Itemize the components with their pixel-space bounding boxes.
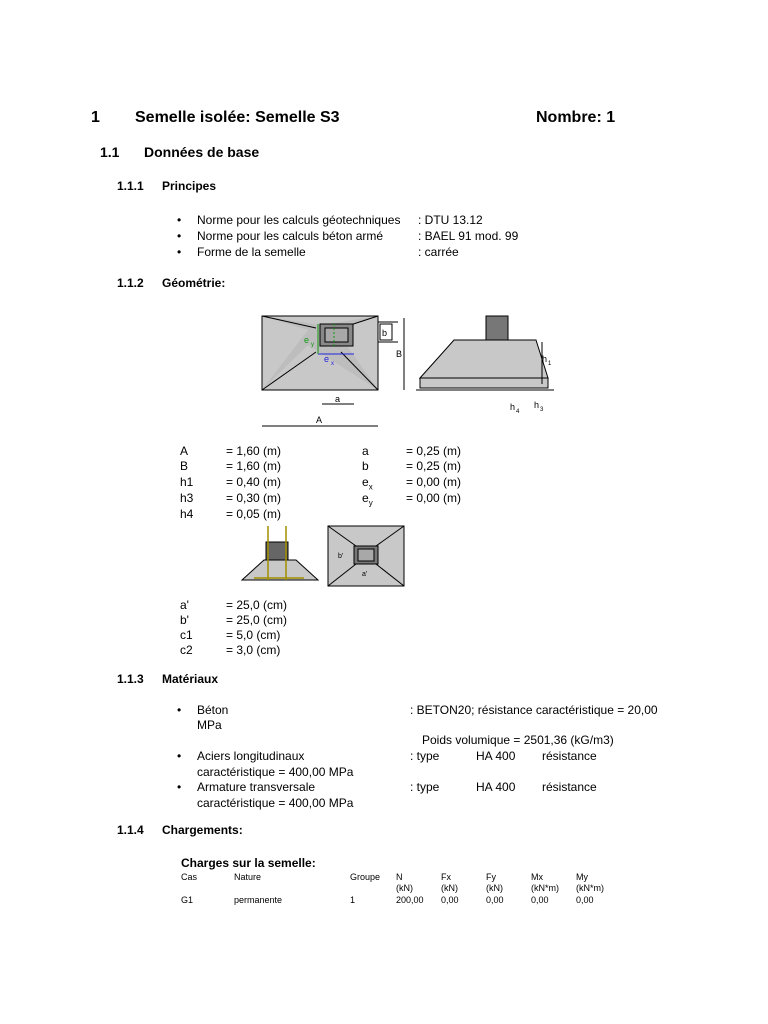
heading-title: Semelle isolée: Semelle S3 xyxy=(135,109,340,126)
loads-table-title: Charges sur la semelle: xyxy=(181,856,316,870)
col-key-b-prime: b' xyxy=(180,613,189,627)
armature-type: : type xyxy=(410,780,440,794)
geom-key-a: a xyxy=(362,444,369,458)
heading-count: Nombre: 1 xyxy=(536,109,616,126)
column-plan-diagram xyxy=(326,524,406,588)
geom-val-a: = 0,25 (m) xyxy=(406,444,462,458)
table-row-fx: 0,00 xyxy=(441,895,459,905)
table-row-n: 200,00 xyxy=(396,895,424,905)
aciers-resistance: résistance xyxy=(542,749,597,763)
th-groupe: Groupe xyxy=(350,872,381,882)
armature-label-cont: caractéristique = 400,00 MPa xyxy=(197,796,354,810)
th-cas: Cas xyxy=(181,872,198,882)
geom-key-ey: $e_y$ xyxy=(362,491,373,508)
beton-label: • Béton xyxy=(197,702,228,718)
geom-val-b: = 0,25 (m) xyxy=(406,459,462,473)
armature-grade: HA 400 xyxy=(476,780,516,794)
unit-fy: (kN) xyxy=(486,883,503,893)
th-fx: Fx xyxy=(441,872,451,882)
beton-value: : BETON20; résistance caractéristique = 20,00 xyxy=(410,703,658,717)
geom-key-A: A xyxy=(180,444,189,458)
armature-label: • Armature transversale xyxy=(197,779,315,795)
table-row-groupe: 1 xyxy=(350,895,356,905)
section-1-1-1-number: 1.1.1 xyxy=(117,179,144,193)
geom-key-b: b xyxy=(362,459,369,473)
geom-val-B: = 1,60 (m) xyxy=(226,459,282,473)
principle-label-2: • Norme pour les calculs béton armé xyxy=(197,228,383,244)
poids-volumique: Poids volumique = 2501,36 (kG/m3) xyxy=(422,733,614,747)
col-key-c1: c1 xyxy=(180,628,193,642)
th-n: N xyxy=(396,872,403,882)
geom-val-A: = 1,60 (m) xyxy=(226,444,282,458)
principle-value-3: : carrée xyxy=(418,245,459,259)
geom-key-ex: $e_x$ xyxy=(362,475,373,492)
th-nature: Nature xyxy=(234,872,262,882)
beton-label-cont: MPa xyxy=(197,718,222,732)
section-1-1-4-number: 1.1.4 xyxy=(117,823,144,837)
A-dim-label: A xyxy=(316,415,323,425)
section-1-1-number: 1.1 xyxy=(100,144,120,160)
ey-label: e xyxy=(304,335,310,345)
h1-sub-label: 1 xyxy=(548,361,552,367)
section-1-1-2-title: Géométrie: xyxy=(162,276,226,290)
b-prime-label: b' xyxy=(338,553,344,560)
principle-label-1: • Norme pour les calculs géotechniques xyxy=(197,212,400,228)
principle-label-3: • Forme de la semelle xyxy=(197,244,306,260)
ex-label: e xyxy=(324,354,330,364)
h3-sub-label: 3 xyxy=(540,407,544,413)
principle-value-1: : DTU 13.12 xyxy=(418,213,483,227)
geom-key-h3: h3 xyxy=(180,491,194,505)
geom-key-h1: h1 xyxy=(180,475,194,489)
footing-section-diagram xyxy=(414,310,564,420)
geom-val-ey: = 0,00 (m) xyxy=(406,491,462,505)
table-row-nature: permanente xyxy=(234,895,283,905)
th-fy: Fy xyxy=(486,872,496,882)
col-val-c2: = 3,0 (cm) xyxy=(226,643,281,657)
h4-sub-label: 4 xyxy=(516,409,520,415)
aciers-label-cont: caractéristique = 400,00 MPa xyxy=(197,765,354,779)
ex-sub-label: x xyxy=(331,361,334,367)
B-dim-label: B xyxy=(396,349,403,359)
ey-sub-label: y xyxy=(311,342,314,348)
col-val-b-prime: = 25,0 (cm) xyxy=(226,613,288,627)
principle-value-2: : BAEL 91 mod. 99 xyxy=(418,229,519,243)
geom-val-ex: = 0,00 (m) xyxy=(406,475,462,489)
section-1-1-4-title: Chargements: xyxy=(162,823,243,837)
armature-resistance: résistance xyxy=(542,780,597,794)
geom-val-h3: = 0,30 (m) xyxy=(226,491,282,505)
section-1-1-3-number: 1.1.3 xyxy=(117,672,144,686)
geom-key-h4: h4 xyxy=(180,507,194,521)
section-1-1-title: Données de base xyxy=(144,144,260,160)
aciers-type: : type xyxy=(410,749,440,763)
section-1-1-1-title: Principes xyxy=(162,179,217,193)
table-row-cas: G1 xyxy=(181,895,194,905)
col-val-a-prime: = 25,0 (cm) xyxy=(226,598,288,612)
heading-number: 1 xyxy=(91,109,100,126)
table-row-mx: 0,00 xyxy=(531,895,549,905)
unit-n: (kN) xyxy=(396,883,413,893)
aciers-label: • Aciers longitudinaux xyxy=(197,748,304,764)
aciers-grade: HA 400 xyxy=(476,749,516,763)
h1-label: h xyxy=(542,354,548,364)
b-dim-label: b xyxy=(382,328,388,338)
unit-fx: (kN) xyxy=(441,883,458,893)
col-key-c2: c2 xyxy=(180,643,193,657)
a-dim-label: a xyxy=(335,394,341,404)
th-my: My xyxy=(576,872,588,882)
unit-mx: (kN*m) xyxy=(531,883,559,893)
table-row-fy: 0,00 xyxy=(486,895,504,905)
section-1-1-2-number: 1.1.2 xyxy=(117,276,144,290)
footing-plan-diagram xyxy=(256,310,416,432)
col-val-c1: = 5,0 (cm) xyxy=(226,628,281,642)
column-section-diagram xyxy=(238,524,320,586)
geom-key-B: B xyxy=(180,459,189,473)
section-1-1-3-title: Matériaux xyxy=(162,672,219,686)
a-prime-label: a' xyxy=(362,571,368,578)
col-key-a-prime: a' xyxy=(180,598,189,612)
table-row-my: 0,00 xyxy=(576,895,594,905)
unit-my: (kN*m) xyxy=(576,883,604,893)
h4-label: h xyxy=(510,402,516,412)
th-mx: Mx xyxy=(531,872,543,882)
geom-val-h4: = 0,05 (m) xyxy=(226,507,282,521)
h3-label: h xyxy=(534,400,540,410)
geom-val-h1: = 0,40 (m) xyxy=(226,475,282,489)
